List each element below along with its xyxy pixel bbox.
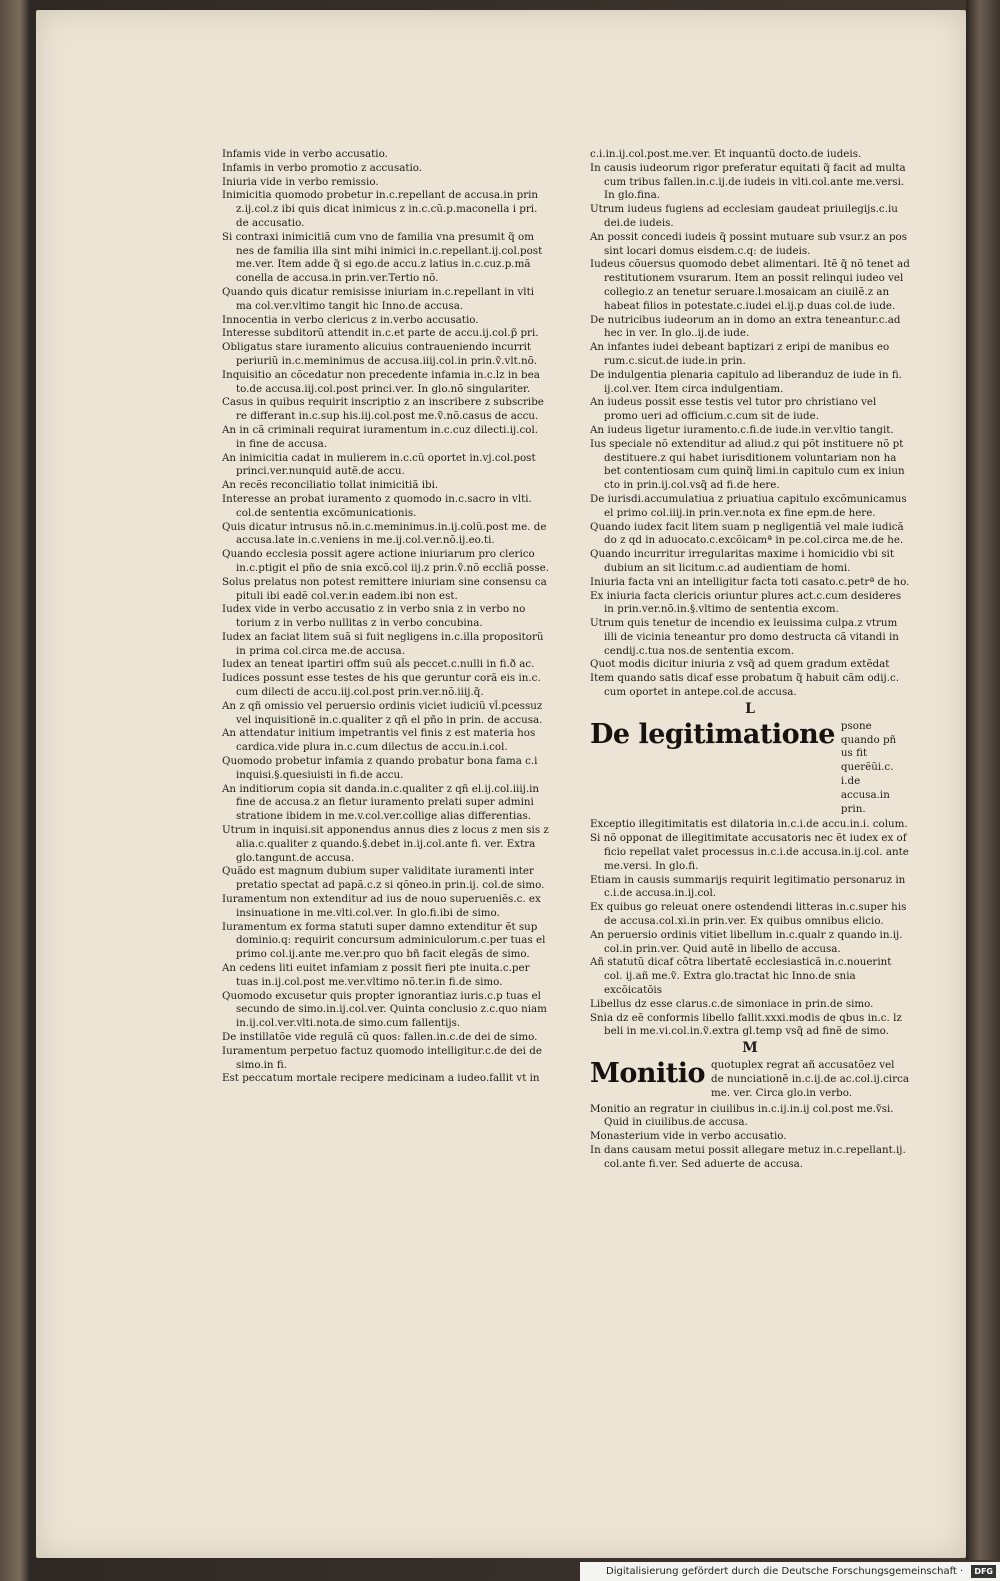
- index-entry: Iudex vide in verbo accusatio z in verbo snia z in verbo no torium z in verbo nullitas z in verbo concubina.: [222, 603, 526, 630]
- index-entry: Snia dz eẽ conformis libello fallit.xxxi.modis de qbus in.c. lz beli in me.vi.col.in.ṽ.extra gl.temp vsq̃ ad finẽ de simo.: [590, 1011, 902, 1038]
- section-letter-m: M: [742, 1040, 758, 1057]
- index-entry: In dans causam metui possit allegare metuz in.c.repellant.ij. col.ante fi.ver. Sed aduerte de accusa.: [590, 1143, 906, 1170]
- index-entry: Infamis vide in verbo accusatio.: [222, 148, 388, 160]
- index-entry: Quot modis dicitur iniuria z vsq̃ ad quem gradum extẽdat: [590, 658, 890, 671]
- index-entry: Iuramentum ex forma statuti super damno extenditur ẽt sup dominio.q: requirit concursum adminiculorum.c.per tuas el primo col.ij.ante me.ver.pro quo bñ facit elegãs de simo.: [222, 920, 546, 961]
- index-entry: Iudices possunt esse testes de his que geruntur corã eis in.c. cum dilecti de accu.iij.col.post prin.ver.nõ.iiij.q̃.: [222, 672, 541, 699]
- index-entry: Interesse an probat iuramento z quomodo in.c.sacro in vlti. col.de sententia excõmunicationis.: [222, 492, 532, 519]
- right-column-entries: [590, 148, 910, 700]
- index-entry: De instillatõe vide regulã cũ quos: fallen.in.c.de dei de simo.: [222, 1031, 538, 1043]
- right-column: [590, 148, 910, 1172]
- left-column: [222, 148, 550, 1086]
- index-entry: Iudex an faciat litem suã si fuit negligens in.c.illa propositorũ in prima col.circa me.de accusa.: [222, 630, 544, 657]
- index-entry: An iudeus ligetur iuramento.c.fi.de iude.in ver.vltio tangit.: [590, 423, 894, 436]
- index-entry: Utrum quis tenetur de incendio ex leuissima culpa.z vtrum illi de vicinia teneantur pro domo destructa cã vitandi in cendij.c.tua nos.de sententia excom.: [590, 617, 899, 657]
- index-entry: Ex iniuria facta clericis oriuntur plures act.c.cum desideres in prin.ver.nõ.in.§.vltimo de sententia excom.: [590, 589, 902, 616]
- index-entry: Quando iudex facit litem suam p negligentiã vel male iudicã do z qd in aduocato.c.excõicamª in pe.col.circa me.de he.: [590, 520, 904, 547]
- index-entry: Si contraxi inimicitiã cum vno de familia vna presumit q̃ om nes de familia illa sint mihi inimici in.c.repellant.ij.col.post me.ver. Item adde q̃ si ego.de accu.z latius in.c.cuz.p.mã conella de accusa.in prin.ver.Tertio nõ.: [222, 230, 543, 285]
- section-letter-l: L: [745, 700, 755, 717]
- index-entry: Infamis in verbo promotio z accusatio.: [222, 161, 423, 174]
- index-entry: Ex quibus go releuat onere ostendendi litteras in.c.super his de accusa.col.xi.in prin.ver. Ex quibus omnibus elicio.: [590, 901, 907, 928]
- index-entry: Libellus dz esse clarus.c.de simoniace in prin.de simo.: [590, 997, 874, 1010]
- footer-credit-text: Digitalisierung gefördert durch die Deutsche Forschungsgemeinschaft ·: [606, 1566, 964, 1577]
- index-entry: Quis dicatur intrusus nõ.in.c.meminimus.in.ij.colũ.post me. de accusa.late in.c.veniens in me.ij.col.ver.nõ.ij.eo.ti.: [222, 520, 547, 547]
- index-entry: Monitio an regratur in ciuilibus in.c.ij.in.ij col.post me.ṽsi. Quid in ciuilibus.de accusa.: [590, 1102, 894, 1129]
- index-entry: Monasterium vide in verbo accusatio.: [590, 1130, 787, 1143]
- index-entry: Solus prelatus non potest remittere iniuriam sine consensu ca pituli ibi eadẽ col.ver.in eadem.ibi non est.: [222, 575, 547, 602]
- heading-side-text: quotuplex regrat añ accusatõez vel de nunciationẽ in.c.ij.de ac.col.ij.circa me. ver. Circa glo.in verbo.: [711, 1059, 910, 1099]
- index-entry: Inquisitio an cõcedatur non precedente infamia in.c.lz in bea to.de accusa.iij.col.post princi.ver. In glo.nõ singulariter.: [222, 368, 540, 395]
- index-entry: Quando incurritur irregularitas maxime i homicidio vbi sit dubium an sit licitum.c.ad audientiam de homi.: [590, 548, 894, 574]
- index-entry: Quando ecclesia possit agere actione iniuriarum pro clerico in.c.ptigit el pño de snia excõ.col iij.z prin.ṽ.nõ eccliã posse.: [222, 548, 549, 574]
- index-entry: Innocentia in verbo clericus z in.verbo accusatio.: [222, 313, 479, 326]
- index-entry: Utrum iudeus fugiens ad ecclesiam gaudeat priuilegijs.c.iu dei.de iudeis.: [590, 203, 898, 229]
- section-l-entries: [590, 818, 910, 1039]
- index-entry: Interesse subditorũ attendit in.c.et parte de accu.ij.col.p̃ pri.: [222, 327, 539, 340]
- book-right-edge: [966, 0, 1000, 1560]
- index-entry: Ius speciale nõ extenditur ad aliud.z qui põt instituere nõ pt destituere.z qui habet iurisditionem voluntariam non ha bet contentiosam cum quinq̃ limi.in capitulo cum ex iniun cto in prin.ij.col.vsq̃ ad fi.de here.: [590, 437, 905, 492]
- index-entry: Utrum in inquisi.sit apponendus annus dies z locus z men sis z alia.c.qualiter z quando.§.debet in.ij.col.ante fi. ver. Extra glo.tangunt.de accusa.: [222, 824, 549, 864]
- index-entry: Iuramentum perpetuo factuz quomodo intelligitur.c.de dei de simo.in fi.: [222, 1044, 542, 1071]
- section-heading-monitio: [590, 1059, 910, 1100]
- large-heading-word: Monitio: [590, 1058, 706, 1090]
- index-entry: An infantes iudei debeant baptizari z eripi de manibus eo rum.c.sicut.de iude.in prin.: [590, 341, 890, 367]
- index-entry: An in cã criminali requirat iuramentum in.c.cuz dilecti.ij.col. in fine de accusa.: [222, 423, 539, 450]
- index-entry: De nutricibus iudeorum an in domo an extra teneantur.c.ad hec in ver. In glo..ij.de iude.: [590, 313, 901, 340]
- large-heading-word: De legitimatione: [590, 718, 835, 750]
- index-entry: Inimicitia quomodo probetur in.c.repellant de accusa.in prin z.ij.col.z ibi quis dicat inimicus z in.c.cũ.p.maconella i pri. de accusatio.: [222, 189, 539, 229]
- index-entry: Iudeus cõuersus quomodo debet alimentari. Itẽ q̃ nõ tenet ad restitutionem vsurarum. Item an possit relinqui iudeo vel collegio.z an tenetur seruare.l.mosaicam an ciuilẽ.z an habeat filios in potestate.c.iudei el.ij.p duas col.de iude.: [590, 258, 910, 312]
- index-entry: An possit concedi iudeis q̃ possint mutuare sub vsur.z an pos sint locari domus eisdem.c.q: de iudeis.: [590, 230, 908, 257]
- index-entry: Quando quis dicatur remisisse iniuriam in.c.repellant in vlti ma col.ver.vltimo tangit hic Inno.de accusa.: [222, 285, 535, 312]
- index-entry: Quãdo est magnum dubium super validitate iuramenti inter pretatio spectat ad papã.c.z si qõneo.in prin.ij. col.de simo.: [222, 865, 545, 892]
- index-entry: Añ statutũ dicaf cõtra libertatẽ ecclesiasticã in.c.nouerint col. ij.añ me.ṽ. Extra glo.tractat hic Inno.de snia excõicatõis: [590, 956, 892, 997]
- index-entry: Quomodo excusetur quis propter ignorantiaz iuris.c.p tuas el secundo de simo.in.ij.col.ver. Quinta conclusio z.c.quo niam in.ij.col.ver.vlti.nota.de simo.cum fallentijs.: [222, 989, 547, 1030]
- index-entry: Si nõ opponat de illegitimitate accusatoris nec ẽt iudex ex of ficio repellat valet processus in.c.i.de accusa.in.ij.col. ante me.versi. In glo.fi.: [590, 832, 909, 872]
- dfg-logo: DFG: [971, 1565, 996, 1578]
- section-m-entries: [590, 1103, 910, 1172]
- index-entry: An inimicitia cadat in mulierem in.c.cũ oportet in.vj.col.post princi.ver.nunquid autẽ.de accu.: [222, 451, 536, 478]
- section-heading-legitimatione: [590, 720, 910, 817]
- index-entry: Etiam in causis summarijs requirit legitimatio personaruz in c.i.de accusa.in.ij.col.: [590, 873, 906, 900]
- index-entry: Iuramentum non extenditur ad ius de nouo superueniẽs.c. ex insinuatione in me.vlti.col.ver. In glo.fi.ibi de simo.: [222, 893, 541, 919]
- index-entry: Est peccatum mortale recipere medicinam a iudeo.fallit vt in: [222, 1072, 540, 1085]
- index-entry: In causis iudeorum rigor preferatur equitati q̃ facit ad multa cum tribus fallen.in.c.ij.de iudeis in vlti.col.ante me.versi. In glo.fina.: [590, 161, 906, 202]
- index-entry: An cedens liti euitet infamiam z possit fieri pte inuita.c.per tuas in.ij.col.post me.ver.vltimo nõ.ter.in fi.de simo.: [222, 962, 530, 988]
- index-entry: Exceptio illegitimitatis est dilatoria in.c.i.de accu.in.i. colum.: [590, 818, 908, 831]
- index-entry: De iurisdi.accumulatiua z priuatiua capitulo excõmunicamus el primo col.iiij.in prin.ver.nota ex fine epm.de here.: [590, 492, 907, 519]
- index-entry: An attendatur initium impetrantis vel finis z est materia hos cardica.vide plura in.c.cum dilectus de accu.in.i.col.: [222, 727, 536, 754]
- heading-side-text: psone quando pñ us fit querẽũi.c. i.de accusa.in prin.: [840, 719, 897, 815]
- index-entry: An z qñ omissio vel peruersio ordinis viciet iudiciũ vl̃.pcessuz vel inquisitionẽ in.c.qualiter z qñ el pño in prin. de accusa.: [222, 699, 543, 726]
- index-entry: De indulgentia plenaria capitulo ad liberanduz de iude in fi. ij.col.ver. Item circa indulgentiam.: [590, 368, 902, 395]
- index-entry: c.i.in.ij.col.post.me.ver. Et inquantũ docto.de iudeis.: [590, 148, 862, 160]
- digitization-footer: [580, 1562, 1000, 1581]
- index-entry: An inditiorum copia sit danda.in.c.qualiter z qñ el.ij.col.iiij.in fine de accusa.z an fletur iuramento prelati super admini stratione ibidem in me.v.col.ver.collige alias differentias.: [222, 782, 540, 823]
- index-entry: Quomodo probetur infamia z quando probatur bona fama c.i inquisi.§.quesiuisti in fi.de accu.: [222, 755, 538, 781]
- index-entry: Obligatus stare iuramento alicuius contraueniendo incurrit periuriũ in.c.meminimus de accusa.iiij.col.in prin.ṽ.vlt.nõ.: [222, 341, 537, 367]
- index-entry: An recẽs reconciliatio tollat inimicitiã ibi.: [222, 479, 439, 492]
- index-entry: An peruersio ordinis vitiet libellum in.c.qualr z quando in.ij. col.in prin.ver. Quid autẽ in libello de accusa.: [590, 928, 903, 955]
- index-entry: Iniuria vide in verbo remissio.: [222, 175, 379, 188]
- index-entry: Casus in quibus requirit inscriptio z an inscribere z subscribe re differant in.c.sup his.iij.col.post me.ṽ.nõ.casus de accu.: [222, 396, 544, 423]
- index-entry: Item quando satis dicaf esse probatum q̃ habuit cãm odij.c. cum oportet in antepe.col.de accusa.: [590, 672, 900, 699]
- index-entry: Iniuria facta vni an intelligitur facta toti casato.c.petrª de ho.: [590, 575, 910, 588]
- index-entry: An iudeus possit esse testis vel tutor pro christiano vel promo ueri ad officium.c.cum sit de iude.: [590, 396, 877, 423]
- index-entry: Iudex an teneat ipartiri offm suũ al̃s peccet.c.nulli in fi.ð ac.: [222, 658, 535, 671]
